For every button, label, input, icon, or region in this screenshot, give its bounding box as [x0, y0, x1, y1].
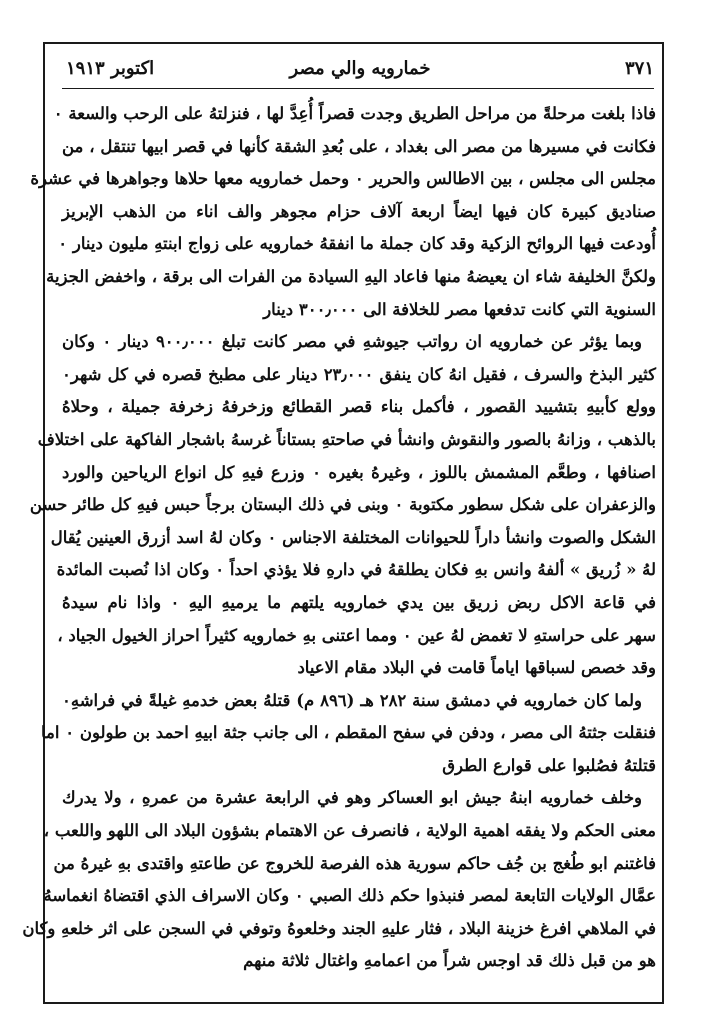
text-line: السنوية التي كانت تدفعها مصر للخلافة الى ٣٠٠٫٠٠٠ دينار — [263, 299, 656, 319]
text-line: أُودعت فيها الروائح الزكية وقد كان جملة ما انفقهُ خمارويه على زواج ابنتهِ مليون دينار ٠ — [58, 234, 656, 254]
text-line: مجلس الى مجلس ، بين الاطالس والحرير ٠ وحمل خمارويه معها حلاها وجواهرها في عشرة — [30, 169, 656, 189]
text-line: وقد خصص لسباقها اياماً قامت في البلاد مقام الاعياد — [297, 658, 656, 678]
text-line: كثير البذخ والسرف ، فقيل انهُ كان ينفق ٢٣٫٠٠٠ دينار على مطبخ قصره في كل شهر٠ — [62, 364, 656, 384]
text-line: الشكل والصوت وانشأ داراً للحيوانات المختلفة الاجناس ٠ وكان لهُ اسد أزرق العينين يُقال — [50, 527, 656, 547]
text-line: فاغتنم ابو طُغج بن جُف حاكم سورية هذه الفرصة للخروج عن طاعتهِ واقتدى بهِ غيرهُ من — [53, 853, 656, 873]
text-line: فكانت في مسيرها من مصر الى بغداد ، على بُعدِ الشقة كأنها في قصر ابيها تنتقل ، من — [62, 136, 656, 156]
text-line: عمَّال الولايات التابعة لمصر فنبذوا حكم ذلك الصبي ٠ وكان الاسراف الذي اقتضاهُ انغماسهُ — [43, 886, 656, 906]
text-line: في الملاهي افرغ خزينة البلاد ، فثار عليهِ الجند وخلعوهُ وتوفي في السجن على اثر خلعهِ وكان — [22, 918, 656, 938]
page-header — [60, 56, 660, 86]
article-body — [22, 98, 657, 978]
text-line: اصنافها ، وطعَّم المشمش باللوز ، وغيرهُ بغيره ٠ وزرع فيهِ كل انواع الرياحين والورد — [62, 462, 657, 482]
text-line: لهُ « زُريق » ألفهُ وانس بهِ فكان يطلقهُ في دارهِ فلا يؤذي احداً ٠ وكان اذا نُصبت المائدة — [56, 560, 656, 580]
text-line: معنى الحكم ولا يفقه اهمية الولاية ، فانصرف عن الاهتمام بشؤون البلاد الى اللهو واللعب ، — [43, 821, 656, 841]
text-line: سهر على حراستهِ لا تغمض لهُ عين ٠ ومما اعتنى بهِ خمارويه كثيراً احراز الخيول الجياد ، — [57, 625, 656, 645]
text-line: قتلتهُ فصُلبوا على قوارع الطرق — [442, 755, 656, 775]
issue-date: اكتوبر ١٩١٣ — [66, 58, 155, 79]
page-number: ٣٧١ — [624, 58, 654, 79]
text-line: هو من قبل ذلك قد اوجس شراً من اعمامهِ واغتال ثلاثة منهم — [243, 951, 656, 971]
text-line: والزعفران على شكل سطور مكتوبة ٠ وبنى في ذلك البستان برجاً حبس فيهِ كل طائر حسن — [29, 495, 656, 515]
header-rule — [62, 88, 654, 89]
text-line: في قاعة الاكل ربض زريق بين يدي خمارويه يلتهم ما يرميهِ اليهِ ٠ واذا نام سيدهُ — [62, 592, 656, 612]
text-line: صناديق كبيرة كان فيها ايضاً اربعة آلاف حزام مجوهر والف اناء من الذهب الإبريز — [62, 201, 656, 221]
running-title: خمارويه والي مصر — [289, 58, 431, 79]
text-line: فاذا بلغت مرحلةً من مراحل الطريق وجدت قصراً أُعِدَّ لها ، فنزلتهُ على الرحب والسعة ٠ — [53, 104, 656, 123]
text-line: وخلف خمارويه ابنهُ جيش ابو العساكر وهو في الرابعة عشرة من عمرهِ ، ولا يدرك — [62, 788, 642, 808]
text-line: وبما يؤثر عن خمارويه ان رواتب جيوشهِ في مصر كانت تبلغ ٩٠٠٫٠٠٠ دينار ٠ وكان — [62, 332, 643, 352]
text-line: وولع كأبيهِ بتشييد القصور ، فأكمل بناء قصر القطائع وزخرفهُ زخرفة جميلة ، وحلاهُ — [62, 397, 656, 417]
text-line: بالذهب ، وزانهُ بالصور والنقوش وانشأ في صاحتهِ بستاناً غرسهُ باشجار الفاكهة على اختلاف — [37, 429, 656, 449]
text-line: ولكنَّ الخليفة شاء ان يعيضهُ منها فاعاد اليهِ السيادة من الفرات الى برقة ، واخفض الجزية — [46, 266, 656, 286]
text-line: ولما كان خمارويه في دمشق سنة ٢٨٢ هـ (٨٩٦ م) قتلهُ بعض خدمهِ غيلةً في فراشهِ٠ — [62, 690, 642, 710]
text-line: فنقلت جثتهُ الى مصر ، ودفن في سفح المقطم ، الى جانب جثة ابيهِ احمد بن طولون ٠ اما — [41, 723, 656, 743]
